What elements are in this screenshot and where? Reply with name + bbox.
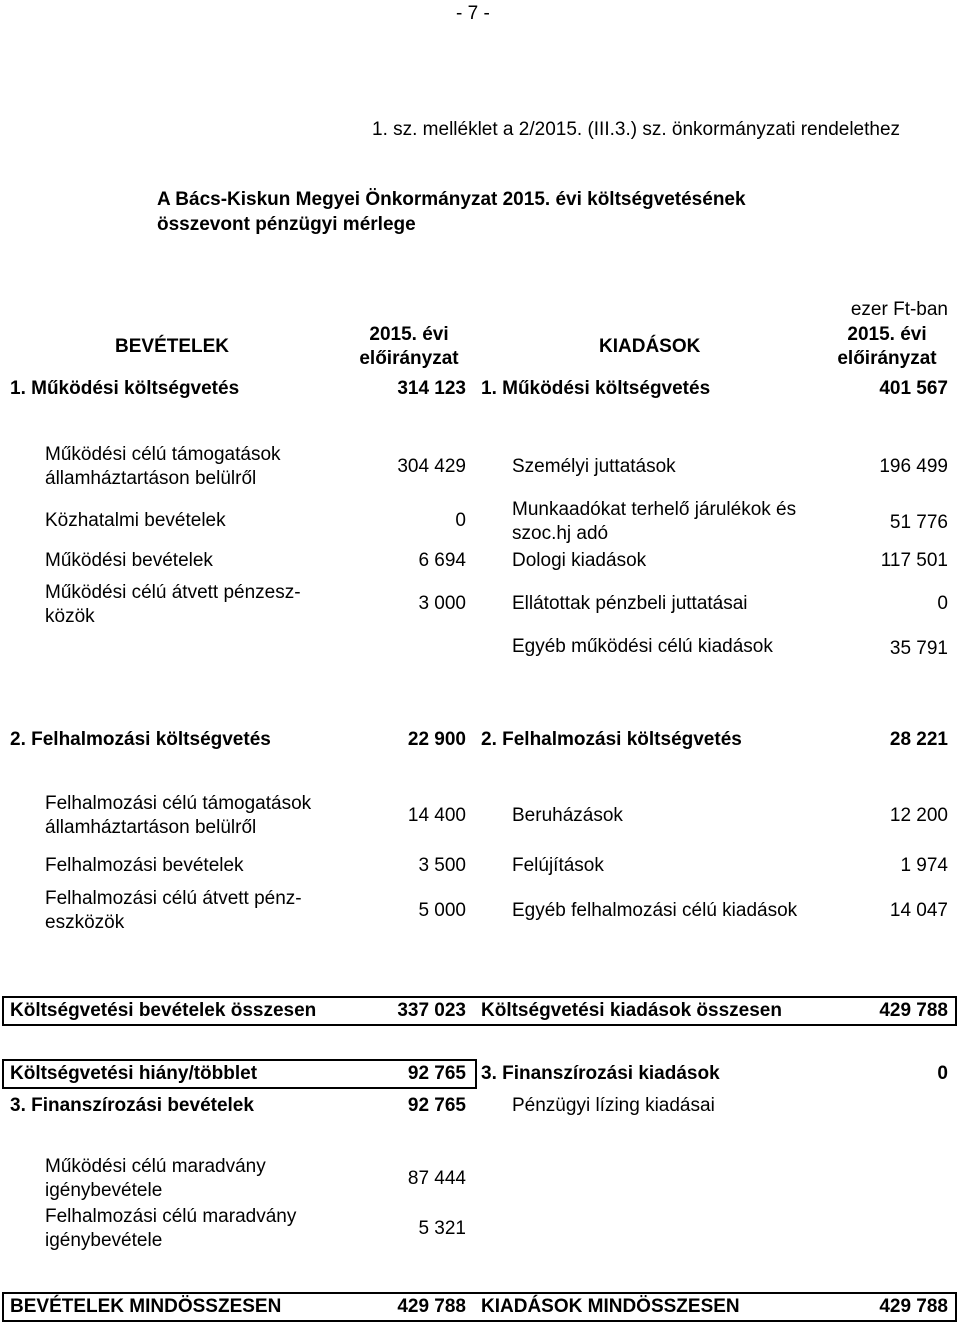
deficit-bottom-border bbox=[2, 1087, 477, 1089]
remainder-item-value: 5 321 bbox=[418, 1218, 466, 1239]
sec1-expense-item-label: Személyi juttatások bbox=[512, 456, 676, 477]
sec2-expense-item-label: Felújítások bbox=[512, 855, 604, 876]
grand-right-border bbox=[955, 1292, 957, 1322]
fin-income-label: 3. Finanszírozási bevételek bbox=[10, 1095, 254, 1116]
grand-income-label: BEVÉTELEK MINDÖSSZESEN bbox=[10, 1296, 282, 1317]
sec1-income-item-value: 3 000 bbox=[418, 593, 466, 614]
sec1-income-item-value: 6 694 bbox=[418, 550, 466, 571]
sec2-expense-item-value: 1 974 bbox=[900, 855, 948, 876]
totals-expense-label: Költségvetési kiadások összesen bbox=[481, 1000, 782, 1021]
deficit-label: Költségvetési hiány/többlet bbox=[10, 1063, 258, 1084]
sec2-income-title: 2. Felhalmozási költségvetés bbox=[10, 729, 271, 750]
sec1-expense-item-value: 117 501 bbox=[880, 550, 948, 571]
grand-expense-value: 429 788 bbox=[879, 1296, 948, 1317]
sec2-expense-item-label: Egyéb felhalmozási célú kiadások bbox=[512, 900, 798, 921]
sec1-income-item-label: Közhatalmi bevételek bbox=[45, 510, 226, 531]
sec2-expense-item-label: Beruházások bbox=[512, 805, 623, 826]
fin-expense-value: 0 bbox=[937, 1063, 948, 1084]
income-plan-header: előirányzat bbox=[359, 348, 459, 369]
sec1-expense-total: 401 567 bbox=[879, 378, 948, 399]
income-header: BEVÉTELEK bbox=[115, 336, 230, 357]
sec1-income-item-label: Működési célú támogatások államháztartáson belülről bbox=[45, 444, 281, 489]
totals-expense-value: 429 788 bbox=[879, 1000, 948, 1021]
page-number: - 7 - bbox=[456, 3, 490, 24]
deficit-right-border bbox=[475, 1059, 477, 1089]
sec2-expense-total: 28 221 bbox=[889, 729, 948, 750]
remainder-item-value: 87 444 bbox=[407, 1168, 466, 1189]
fin-income-value: 92 765 bbox=[407, 1095, 466, 1116]
expense-plan-header: előirányzat bbox=[837, 348, 937, 369]
fin-expense-label: 3. Finanszírozási kiadások bbox=[481, 1063, 720, 1084]
sec2-income-item-value: 3 500 bbox=[418, 855, 466, 876]
remainder-item-label: Felhalmozási célú maradvány igénybevétele bbox=[45, 1206, 297, 1251]
sec1-expense-item-label: Ellátottak pénzbeli juttatásai bbox=[512, 593, 748, 614]
sec1-expense-item-value: 196 499 bbox=[879, 456, 948, 477]
totals-top-border bbox=[2, 996, 957, 998]
grand-top-border bbox=[2, 1292, 957, 1294]
unit-label: ezer Ft-ban bbox=[850, 299, 948, 320]
sec1-income-item-label: Működési bevételek bbox=[45, 550, 213, 571]
deficit-left-border bbox=[2, 1059, 4, 1089]
remainder-item-label: Működési célú maradvány igénybevétele bbox=[45, 1156, 266, 1201]
page-title: A Bács-Kiskun Megyei Önkormányzat 2015. évi költségvetésének bbox=[157, 189, 746, 210]
sec1-expense-item-value: 35 791 bbox=[889, 638, 948, 659]
sec2-income-item-value: 5 000 bbox=[418, 900, 466, 921]
sec1-expense-item-value: 51 776 bbox=[889, 512, 948, 533]
sec2-income-total: 22 900 bbox=[407, 729, 466, 750]
sec1-income-item-label: Működési célú átvett pénzesz-közök bbox=[45, 582, 301, 627]
sec1-income-item-value: 0 bbox=[455, 510, 466, 531]
sec2-expense-item-value: 12 200 bbox=[889, 805, 948, 826]
totals-income-value: 337 023 bbox=[397, 1000, 466, 1021]
leasing-label: Pénzügyi lízing kiadásai bbox=[512, 1095, 715, 1116]
totals-left-border bbox=[2, 996, 4, 1026]
grand-bottom-border bbox=[2, 1320, 957, 1322]
sec2-expense-title: 2. Felhalmozási költségvetés bbox=[481, 729, 742, 750]
expense-year-header: 2015. évi bbox=[847, 324, 927, 345]
totals-income-label: Költségvetési bevételek összesen bbox=[10, 1000, 317, 1021]
sec1-expense-title: 1. Működési költségvetés bbox=[481, 378, 711, 399]
sec1-income-item-value: 304 429 bbox=[397, 456, 466, 477]
deficit-value: 92 765 bbox=[407, 1063, 466, 1084]
grand-income-value: 429 788 bbox=[397, 1296, 466, 1317]
totals-right-border bbox=[955, 996, 957, 1026]
grand-left-border bbox=[2, 1292, 4, 1322]
income-year-header: 2015. évi bbox=[369, 324, 449, 345]
sec2-expense-item-value: 14 047 bbox=[889, 900, 948, 921]
sec1-expense-item-value: 0 bbox=[937, 593, 948, 614]
totals-bottom-border bbox=[2, 1024, 957, 1026]
page-subtitle: összevont pénzügyi mérlege bbox=[157, 214, 416, 235]
deficit-top-border bbox=[2, 1059, 477, 1061]
sec2-income-item-label: Felhalmozási célú támogatások államháztartáson belülről bbox=[45, 793, 312, 838]
sec1-expense-item-label: Dologi kiadások bbox=[512, 550, 647, 571]
sec1-expense-item-label: Munkaadókat terhelő járulékok és szoc.hj adó bbox=[512, 499, 797, 544]
sec2-income-item-value: 14 400 bbox=[407, 805, 466, 826]
sec2-income-item-label: Felhalmozási célú átvett pénz-eszközök bbox=[45, 888, 302, 933]
expense-header: KIADÁSOK bbox=[599, 336, 701, 357]
grand-expense-label: KIADÁSOK MINDÖSSZESEN bbox=[481, 1296, 740, 1317]
annex-line: 1. sz. melléklet a 2/2015. (III.3.) sz. önkormányzati rendelethez bbox=[372, 119, 901, 140]
sec1-income-title: 1. Működési költségvetés bbox=[10, 378, 240, 399]
sec1-income-total: 314 123 bbox=[397, 378, 466, 399]
sec2-income-item-label: Felhalmozási bevételek bbox=[45, 855, 244, 876]
sec1-expense-item-label: Egyéb működési célú kiadások bbox=[512, 636, 773, 657]
